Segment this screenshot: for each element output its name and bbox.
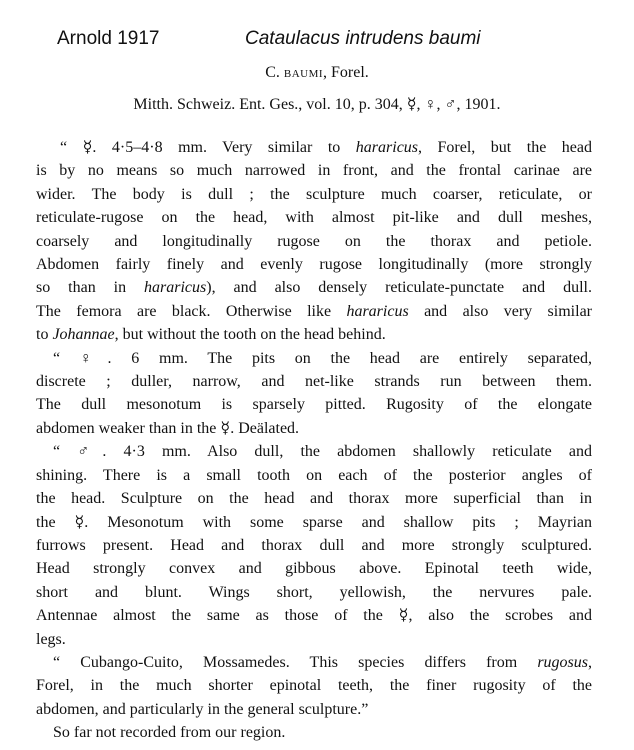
female-line: abdomen weaker than in the ☿. Deälated. [36, 419, 300, 437]
male-line: the head. Sculpture on the head and thorax more superficial than in [36, 490, 592, 508]
locality-line: abdomen, and particularly in the general sculpture.” [36, 700, 369, 718]
locality-line: Forel, in the much shorter epinotal teeth, the finer rugosity of the [36, 677, 592, 695]
male-line: shining. There is a small tooth on each of the posterior angles of [36, 466, 592, 484]
worker-line: The femora are black. Otherwise like hararicus and also very similar [36, 302, 592, 320]
female-line: discrete ; duller, narrow, and net-like strands run between them. [36, 373, 592, 391]
male-line: short and blunt. Wings short, yellowish, the nervures pale. [36, 583, 592, 601]
species-name: baumi [283, 64, 324, 81]
worker-line: so than in hararicus), and also densely reticulate-punctate and dull. [36, 279, 592, 297]
worker-line: is by no means so much narrowed in front, and the frontal carinae are [36, 162, 592, 180]
male-line: legs. [36, 630, 66, 648]
closing-line: So far not recorded from our region. [53, 724, 286, 742]
worker-line: wider. The body is dull ; the sculpture much coarser, reticulate, or [36, 185, 592, 203]
species-ref: rugosus [537, 653, 588, 671]
species-ref: hararicus [355, 139, 419, 156]
male-line: Antennae almost the same as those of the ☿, also the scrobes and [36, 607, 592, 625]
genus-abbrev: C. [265, 64, 280, 81]
species-ref: Johannae [52, 326, 115, 344]
species-title: Cataulacus intrudens baumi [245, 28, 481, 49]
female-line: “ ♀. 6 mm. The pits on the head are entirely separated, [53, 349, 592, 367]
male-line: furrows present. Head and thorax dull and more strongly sculptured. [36, 536, 592, 554]
worker-line: coarsely and longitudinally rugose on the thorax and petiole. [36, 232, 592, 250]
taxon-author: , Forel. [323, 64, 369, 81]
citation: Mitth. Schweiz. Ent. Ges., vol. 10, p. 304, ☿, ♀, ♂, 1901. [133, 96, 501, 113]
source-label: Arnold 1917 [57, 28, 160, 49]
species-ref: hararicus [144, 279, 207, 297]
taxon-heading [0, 62, 634, 84]
worker-line: Abdomen fairly finely and evenly rugose longitudinally (more strongly [36, 256, 592, 274]
female-line: The dull mesonotum is sparsely pitted. Rugosity of the elongate [36, 396, 592, 414]
worker-line: to Johannae, but without the tooth on the head behind. [36, 326, 386, 344]
description-body [36, 136, 592, 745]
male-line: Head strongly convex and gibbous above. Epinotal teeth wide, [36, 560, 592, 578]
species-ref: hararicus [346, 302, 409, 320]
male-line: “ ♂. 4·3 mm. Also dull, the abdomen shallowly reticulate and [53, 443, 592, 461]
locality-line: “ Cubango-Cuito, Mossamedes. This species differs from rugosus, [53, 653, 592, 671]
worker-line: “ ☿. 4·5–4·8 mm. Very similar to hararicus, Forel, but the head [60, 139, 593, 156]
male-line: the ☿. Mesonotum with some sparse and shallow pits ; Mayrian [36, 513, 592, 531]
worker-line: reticulate-rugose on the head, with almost pit-like and dull meshes, [36, 209, 592, 227]
